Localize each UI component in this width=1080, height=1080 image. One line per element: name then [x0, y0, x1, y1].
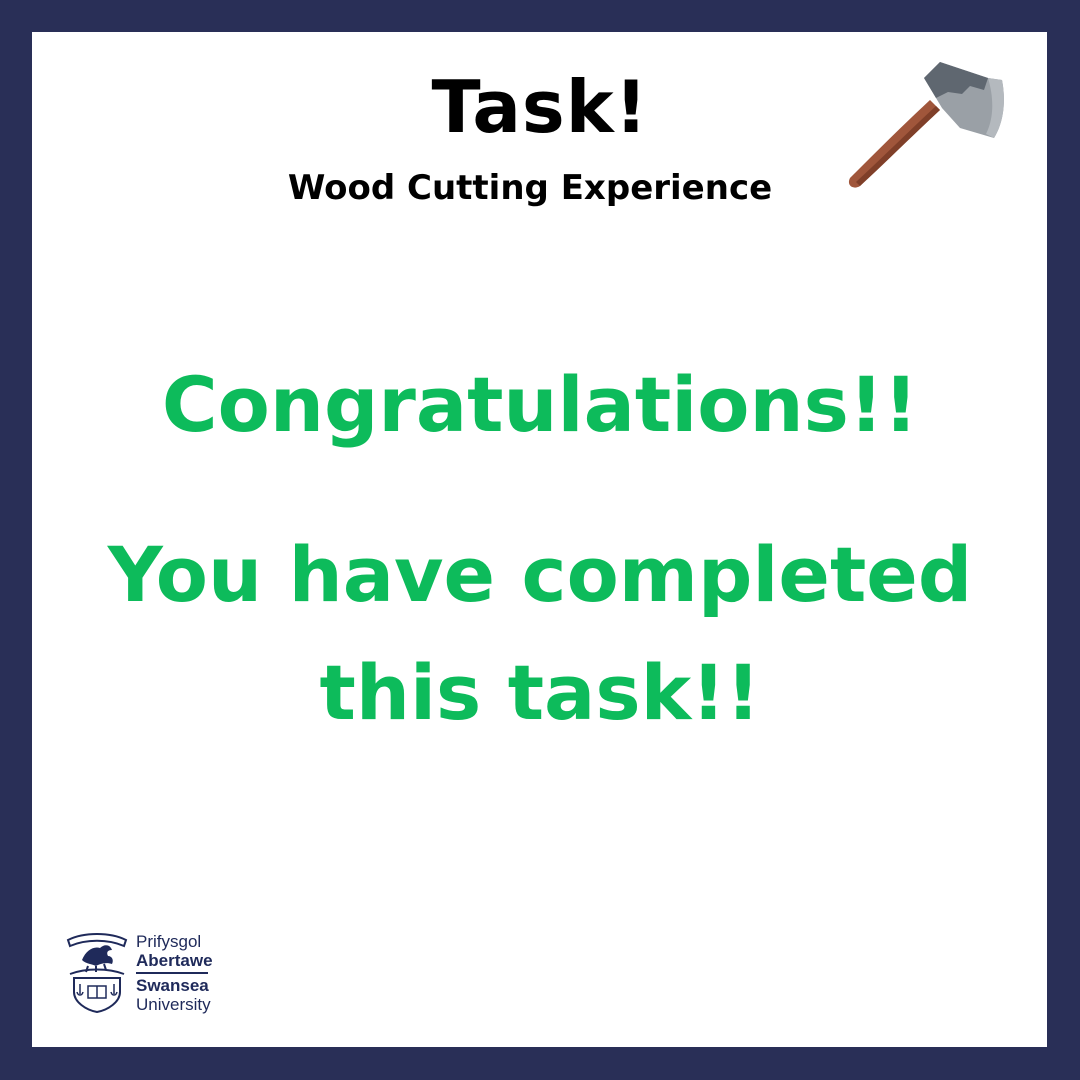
swansea-university-logo — [64, 928, 234, 1018]
axe-icon — [836, 56, 1008, 192]
crest-icon — [64, 930, 130, 1014]
logo-line-university: University — [136, 995, 211, 1014]
page-subtitle: Wood Cutting Experience — [287, 168, 773, 208]
congratulations-heading: Congratulations!! — [161, 360, 919, 449]
logo-line-abertawe: Abertawe — [136, 951, 213, 970]
logo-line-prifysgol: Prifysgol — [136, 932, 202, 951]
logo-wordmark — [136, 932, 213, 1014]
completion-line-1: You have completed — [107, 530, 973, 619]
completion-line-2: this task!! — [319, 648, 761, 737]
page-title: Task! — [431, 65, 649, 149]
axe-handle-shade — [856, 106, 940, 186]
completion-message — [0, 516, 1080, 752]
axe-handle — [849, 100, 940, 188]
logo-divider — [136, 972, 208, 974]
logo-line-swansea: Swansea — [136, 976, 209, 995]
